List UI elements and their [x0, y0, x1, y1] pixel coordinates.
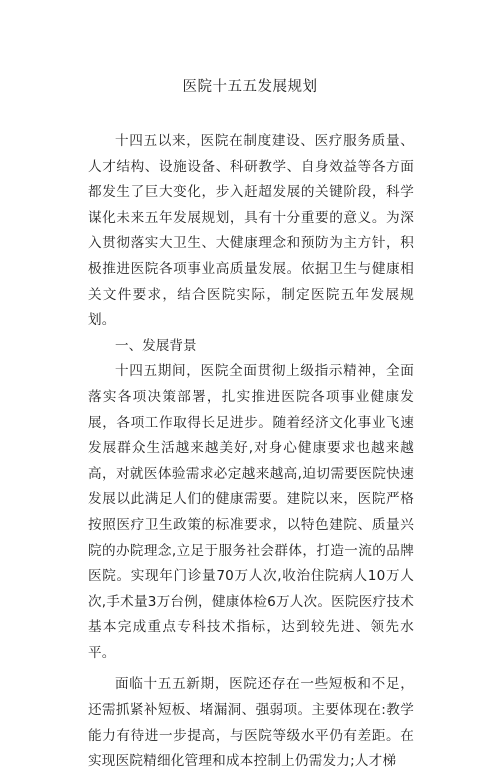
challenges-paragraph: 面临十五五新期，医院还存在一些短板和不足，还需抓紧补短板、堵漏洞、强弱项。主要体现在:教学能力有待进一步提高，与医院等级水平仍有差距。在实现医院精细化管理和成本控制上仍需发力;人才梯: [88, 676, 414, 770]
section-heading-background: 一、发展背景: [115, 337, 197, 354]
background-paragraph: 十四五期间，医院全面贯彻上级指示精神，全面落实各项决策部署，扎实推进医院各项事业健康发展，各项工作取得长足进步。随着经济文化事业飞速发展群众生活越来越美好,对身心健康要求也越来越高，对就医体验需求必定越来越高,迫切需要医院快速发展以此满足人们的健康需要。建院以来，医院严格按照医疗卫生政策的标准要求，以特色建院、质量兴院的办院理念,立足于服务社会群体，打造一流的品牌医院。实现年门诊量70万人次,收治住院病人10万人次,手术量3万台例，健康体检6万人次。医院医疗技术基本完成重点专科技术指标，达到较先进、领先水平。: [88, 363, 414, 661]
intro-paragraph: 十四五以来，医院在制度建设、医疗服务质量、人才结构、设施设备、科研教学、自身效益等各方面都发生了巨大变化，步入赶超发展的关键阶段，科学谋化未来五年发展规划，具有十分重要的意义。为深入贯彻落实大卫生、大健康理念和预防为主方针，积极推进医院各项事业高质量发展。依据卫生与健康相关文件要求，结合医院实际，制定医院五年发展规划。: [88, 133, 414, 329]
document-body: [88, 129, 414, 775]
document-title: 医院十五五发展规划: [182, 79, 318, 95]
